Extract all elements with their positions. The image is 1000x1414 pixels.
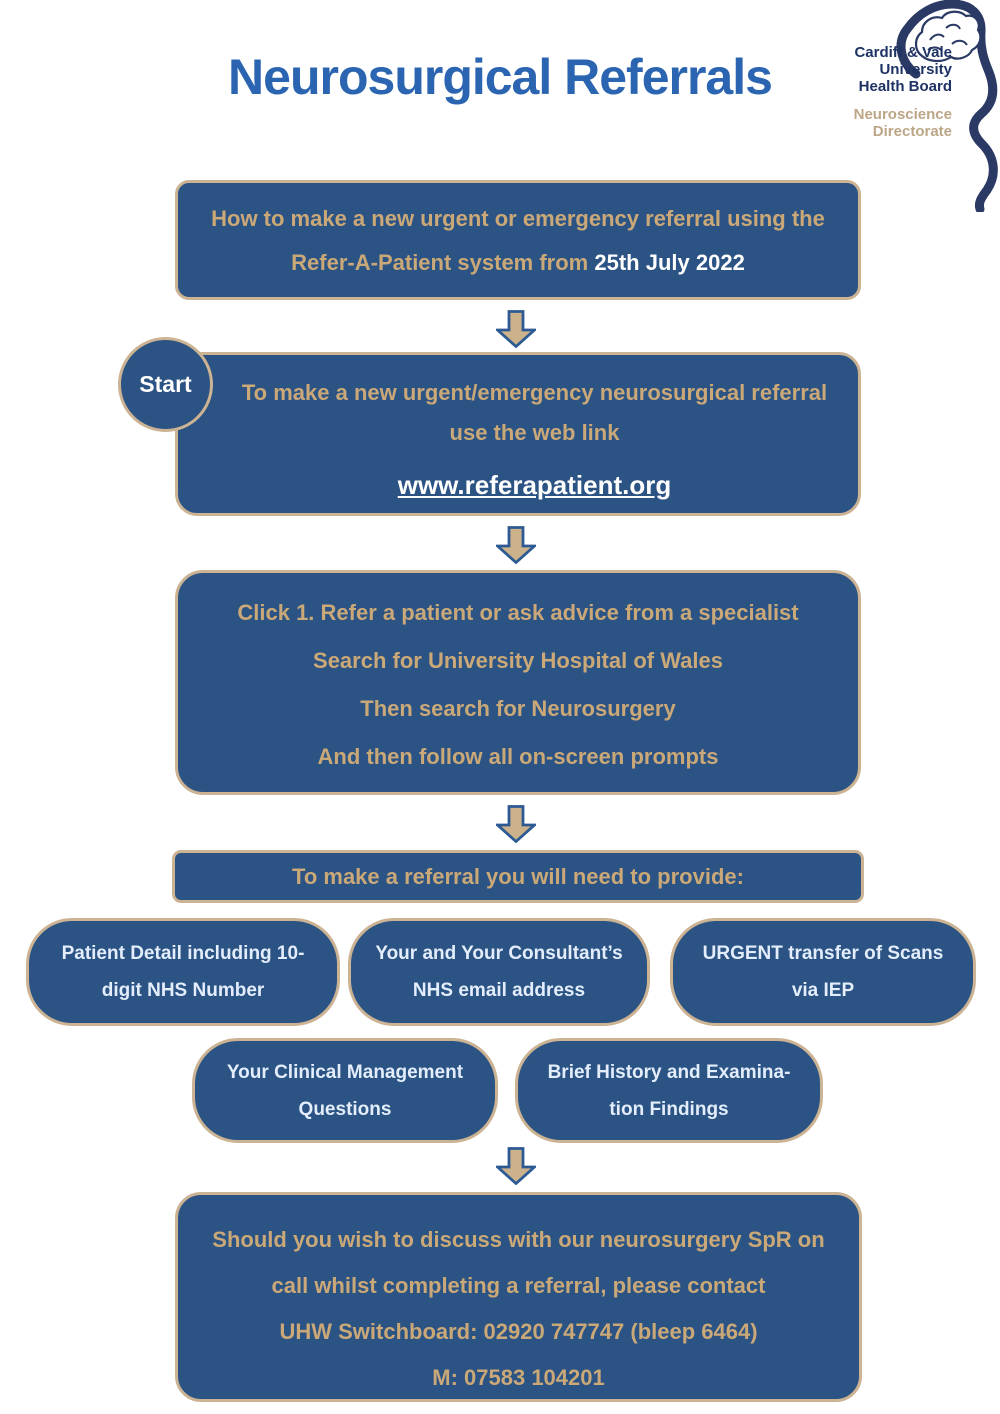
org-name xyxy=(830,44,952,95)
org-name-line: Cardiff & Vale xyxy=(854,44,952,61)
requirement-bubble xyxy=(192,1038,498,1143)
instruction-step: And then follow all on-screen prompts xyxy=(317,744,719,769)
requirement-bubble xyxy=(26,918,340,1026)
health-board-logo xyxy=(830,0,1000,212)
weblink-line-2: use the web link xyxy=(449,420,620,445)
weblink-box xyxy=(175,352,861,516)
intro-box xyxy=(175,180,861,300)
requirement-line: URGENT transfer of Scans xyxy=(702,943,944,964)
contact-box xyxy=(175,1192,862,1402)
intro-line-2-text: Refer-A-Patient system from xyxy=(291,250,589,275)
requirement-line: via IEP xyxy=(791,980,855,1001)
requirement-line: Questions xyxy=(298,1098,392,1120)
requirement-bubble xyxy=(348,918,650,1026)
intro-line-2 xyxy=(178,241,858,285)
requirement-line: NHS email address xyxy=(412,980,586,1001)
requirement-line: Patient Detail including 10- xyxy=(61,943,305,964)
requirement-line: Your Clinical Management xyxy=(226,1061,464,1083)
instruction-step: Search for University Hospital of Wales xyxy=(313,648,723,673)
requirement-line: digit NHS Number xyxy=(101,980,265,1001)
contact-line: Should you wish to discuss with our neurosurgery SpR on xyxy=(212,1227,825,1252)
intro-line-1: How to make a new urgent or emergency referral using the xyxy=(211,206,825,231)
down-arrow-icon xyxy=(496,310,536,348)
page-title: Neurosurgical Referrals xyxy=(228,49,772,105)
contact-line: M: 07583 104201 xyxy=(432,1365,605,1390)
directorate-name xyxy=(830,106,952,140)
org-name-line: University xyxy=(879,61,952,78)
instruction-step: Then search for Neurosurgery xyxy=(360,696,676,721)
requirements-header-box xyxy=(172,850,864,903)
instructions-box xyxy=(175,570,861,795)
directorate-line: Neuroscience xyxy=(853,106,952,123)
requirement-line: tion Findings xyxy=(609,1098,729,1120)
requirement-line: Your and Your Consultant’s xyxy=(375,943,623,964)
down-arrow-icon xyxy=(496,1147,536,1185)
org-name-line: Health Board xyxy=(858,78,952,95)
directorate-line: Directorate xyxy=(872,123,952,140)
down-arrow-icon xyxy=(496,526,536,564)
weblink-line-1: To make a new urgent/emergency neurosurgical referral xyxy=(241,380,828,405)
start-date: 25th July 2022 xyxy=(594,250,745,275)
contact-line: UHW Switchboard: 02920 747747 (bleep 6464) xyxy=(279,1319,758,1344)
instruction-step: Click 1. Refer a patient or ask advice from a specialist xyxy=(237,600,799,625)
requirement-bubble xyxy=(670,918,976,1026)
requirement-bubble xyxy=(515,1038,823,1143)
start-badge xyxy=(118,337,213,432)
referapatient-link[interactable]: www.referapatient.org xyxy=(397,470,672,500)
start-label: Start xyxy=(139,371,192,397)
down-arrow-icon xyxy=(496,805,536,843)
requirements-header-text: To make a referral you will need to provide: xyxy=(292,863,744,889)
requirement-line: Brief History and Examina- xyxy=(547,1061,791,1083)
contact-line: call whilst completing a referral, please contact xyxy=(271,1273,766,1298)
